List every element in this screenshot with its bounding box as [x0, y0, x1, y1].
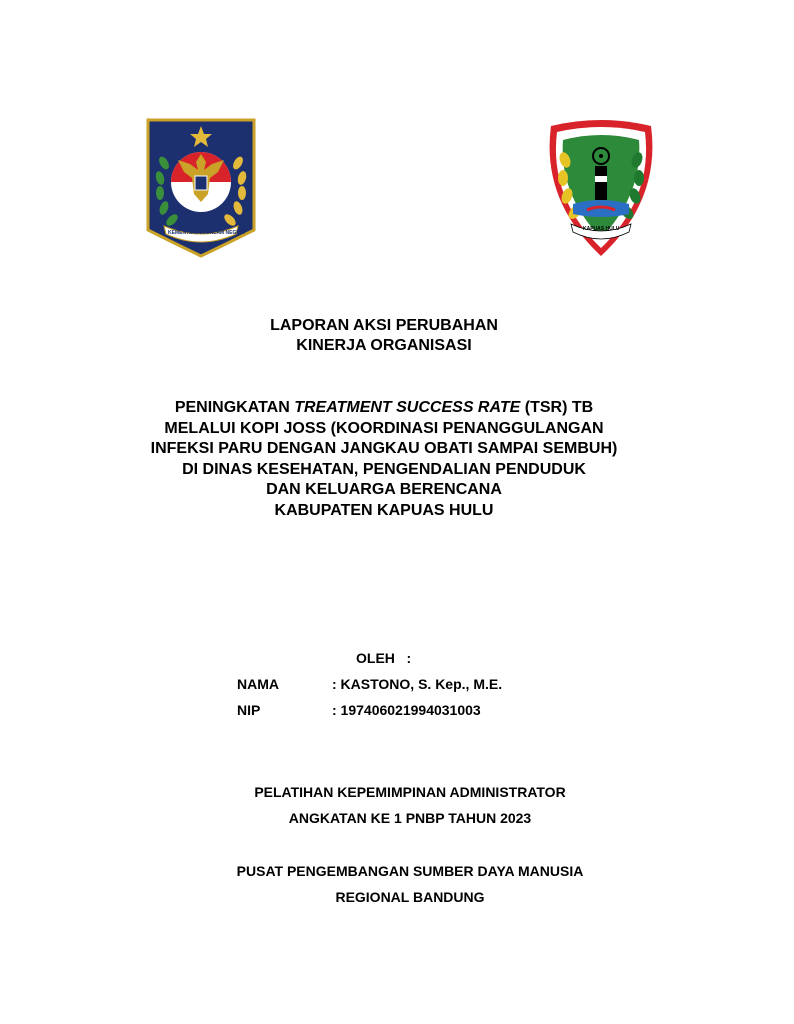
report-heading-line-1: LAPORAN AKSI PERUBAHAN: [270, 317, 498, 334]
kemendagri-logo: [146, 118, 256, 258]
report-title: [0, 398, 768, 521]
title-line-1-suffix: (TSR) TB: [520, 399, 594, 416]
institution-line-2: REGIONAL BANDUNG: [335, 888, 485, 905]
name-value: : KASTONO, S. Kep., M.E.: [332, 676, 503, 692]
title-line-6: KABUPATEN KAPUAS HULU: [274, 501, 494, 519]
institution-line-1: PUSAT PENGEMBANGAN SUMBER DAYA MANUSIA: [236, 863, 584, 879]
title-line-1-prefix: PENINGKATAN: [174, 399, 295, 416]
kapuas-hulu-logo-text: KAPUAS HULU: [583, 226, 620, 232]
name-label: NAMA: [237, 676, 279, 692]
report-heading-line-2: KINERJA ORGANISASI: [296, 337, 472, 354]
title-line-3: INFEKSI PARU DENGAN JANGKAU OBATI SAMPAI SEMBUH): [150, 440, 618, 457]
title-line-1-italic: TREATMENT SUCCESS RATE: [294, 399, 521, 416]
training-line-1: PELATIHAN KEPEMIMPINAN ADMINISTRATOR: [254, 784, 566, 800]
kemendagri-logo-text: KEMENTERIAN DALAM NEGERI: [168, 230, 245, 236]
training-line-2: ANGKATAN KE 1 PNBP TAHUN 2023: [288, 809, 532, 826]
title-line-5: DAN KELUARGA BERENCANA: [266, 481, 502, 498]
by-label: OLEH :: [356, 650, 412, 666]
kemendagri-emblem-icon: [146, 118, 256, 258]
training-info: [26, 780, 794, 831]
kapuas-hulu-emblem-icon: [543, 120, 659, 258]
nip-value: : 197406021994031003: [332, 702, 481, 718]
institution-info: [26, 859, 794, 910]
title-line-2: MELALUI KOPI JOSS (KOORDINASI PENANGGULANGAN: [164, 419, 604, 437]
report-heading: [0, 316, 768, 356]
nip-label: NIP: [237, 702, 261, 718]
title-line-1: [0, 398, 768, 419]
kapuas-hulu-logo: [543, 120, 659, 258]
title-line-4: DI DINAS KESEHATAN, PENGENDALIAN PENDUDUK: [182, 460, 586, 478]
